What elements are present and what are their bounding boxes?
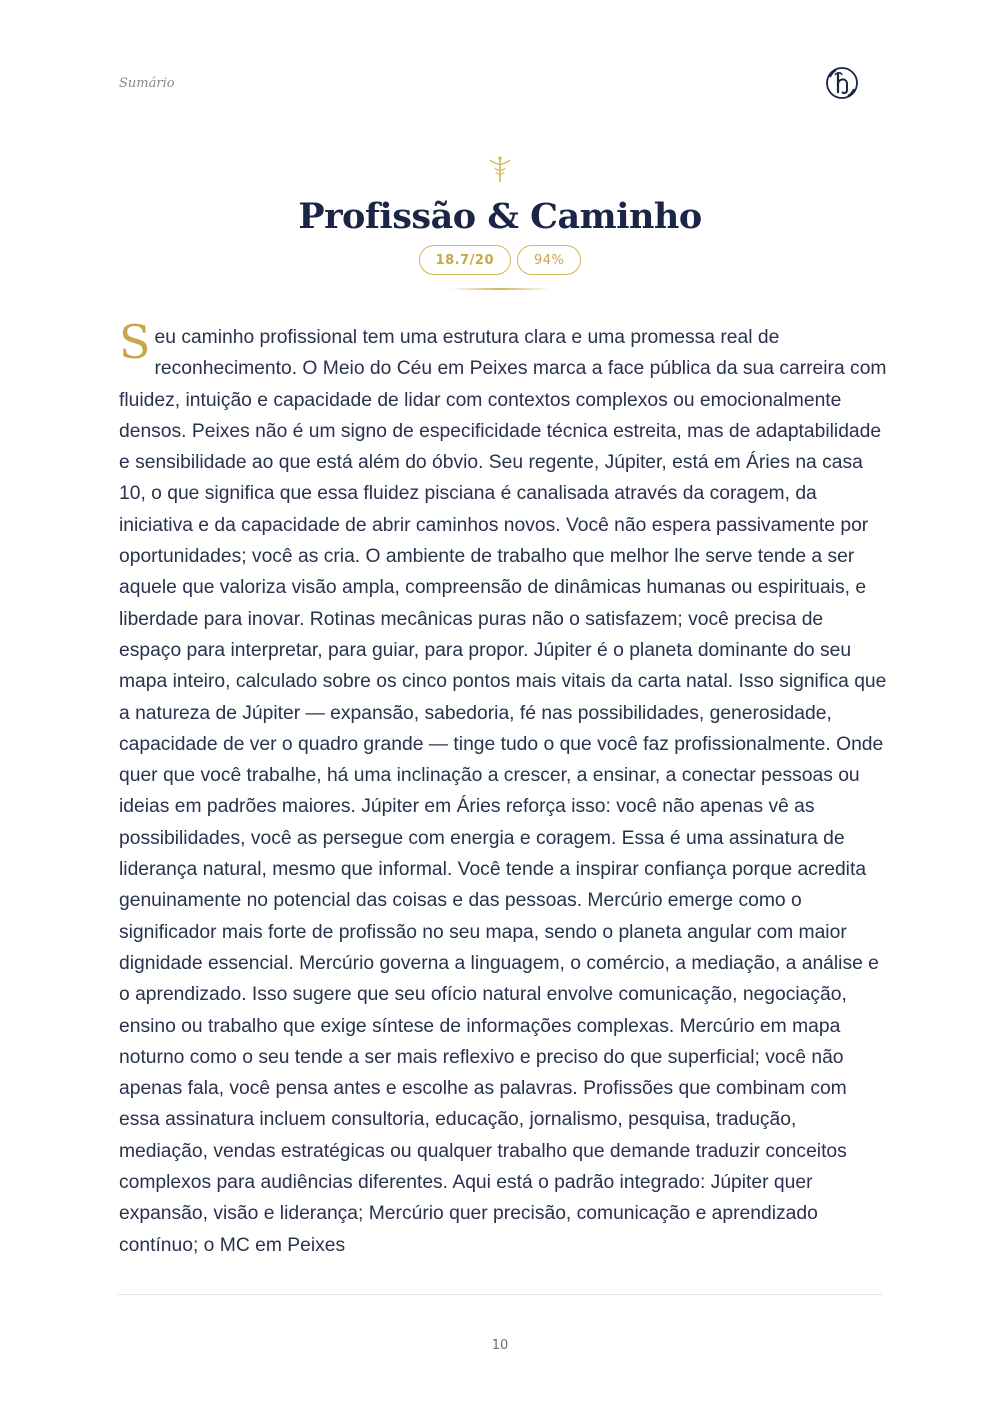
score-badge: 18.7/20 [419, 245, 511, 275]
summary-link[interactable]: Sumário [119, 76, 175, 91]
footer-divider [117, 1294, 882, 1295]
body-paragraph [119, 315, 887, 1261]
brand-logo-icon [822, 63, 862, 103]
score-badges [0, 245, 1000, 275]
page-number: 10 [491, 1338, 509, 1353]
percent-badge: 94% [517, 245, 581, 275]
caduceus-icon [486, 154, 514, 184]
section-title: Profissão & Caminho [298, 196, 702, 237]
title-divider [450, 288, 550, 290]
paragraph-text: eu caminho profissional tem uma estrutura clara e uma promessa real de reconhecimento. O Meio do Céu em Peixes marca a face pública da sua carreira com fluidez, intuição e capacidade de lidar com contextos complexos ou emocionalmente densos. Peixes não é um signo de especificidade técnica estreita, mas de adaptabilidade e sensibilidade ao que está além do óbvio. Seu regente, Júpiter, está em Áries na casa 10, o que significa que essa fluidez pisciana é canalisada através da coragem, da iniciativa e da capacidade de abrir caminhos novos. Você não espera passivamente por oportunidades; você as cria. O ambiente de trabalho que melhor lhe serve tende a ser aquele que valoriza visão ampla, compreensão de dinâmicas humanas ou espirituais, e liberdade para inovar. Rotinas mecânicas puras não o satisfazem; você precisa de espaço para interpretar, para guiar, para propor. Júpiter é o planeta dominante do seu mapa inteiro, calculado sobre os cinco pontos mais vitais da carta natal. Isso significa que a natureza de Júpiter — expansão, sabedoria, fé nas possibilidades, generosidade, capacidade de ver o quadro grande — tinge tudo o que você faz profissionalmente. Onde quer que você trabalhe, há uma inclinação a crescer, a ensinar, a conectar pessoas ou ideias em padrões maiores. Júpiter em Áries reforça isso: você não apenas vê as possibilidades, você as persegue com energia e coragem. Essa é uma assinatura de liderança natural, mesmo que informal. Você tende a inspirar confiança porque acredita genuinamente no potencial das coisas e das pessoas. Mercúrio emerge como o significador mais forte de profissão no seu mapa, sendo o planeta angular com maior dignidade essencial. Mercúrio governa a linguagem, o comércio, a mediação, a análise e o aprendizado. Isso sugere que seu ofício natural envolve comunicação, negociação, ensino ou trabalho que exige síntese de informações complexas. Mercúrio em mapa noturno como o seu tende a ser mais reflexivo e preciso do que superficial; você não apenas fala, você pensa antes e escolhe as palavras. Profissões que combinam com essa assinatura incluem consultoria, educação, jornalismo, pesquisa, tradução, mediação, vendas estratégicas ou qualquer trabalho que demande traduzir conceitos complexos para audiências diferentes. Aqui está o padrão integrado: Júpiter quer expansão, visão e liderança; Mercúrio quer precisão, comunicação e aprendizado contínuo; o MC em Peixes [119, 327, 887, 1256]
drop-cap: S [119, 315, 151, 369]
